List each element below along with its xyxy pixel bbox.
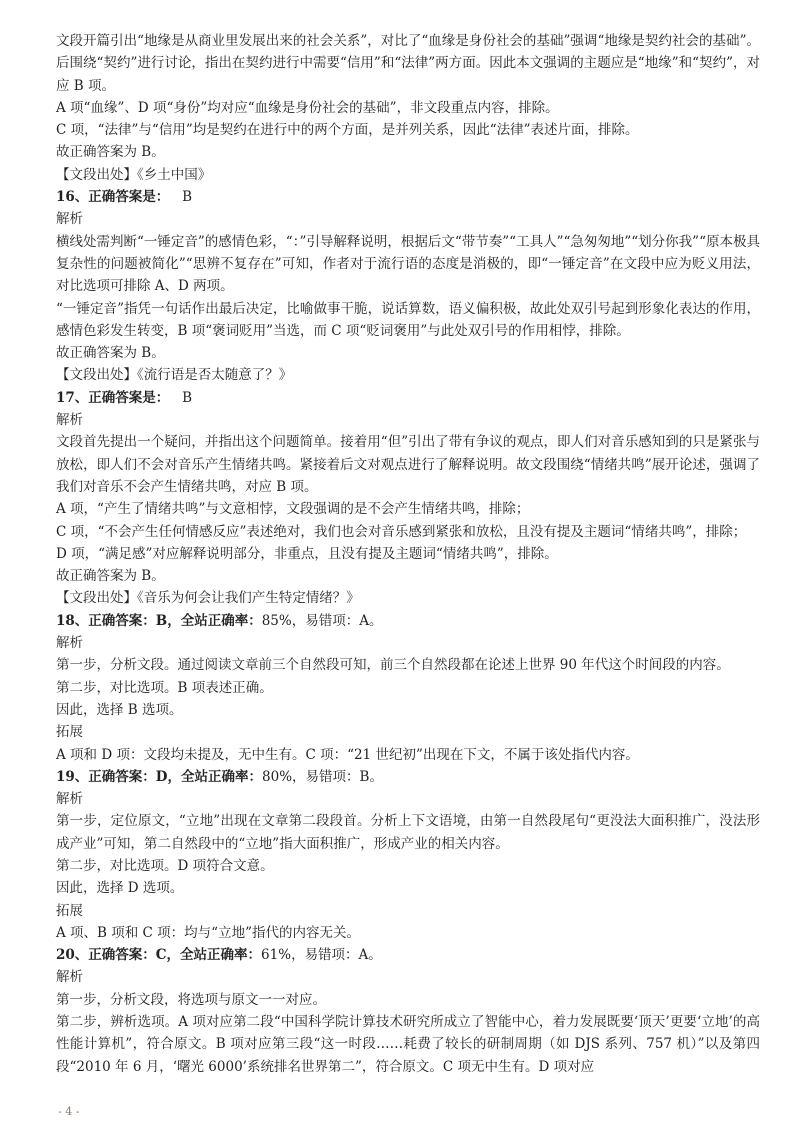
q20-answer-label: 正确答案： bbox=[88, 947, 156, 964]
q17-para-1: 文段首先提出一个疑问，并指出这个问题简单。接着用“但”引出了带有争议的观点，即人们对音乐感知到的只是紧张与放松，即人们不会对音乐产生情绪共鸣。紧接着后文对观点进行了解释说明。故文段围绕“情绪共鸣”展开论述，强调了我们对音乐不会产生情绪共鸣，对应 B 项。 bbox=[56, 434, 760, 495]
q16-answer-line bbox=[56, 186, 760, 208]
q17-para-2: A 项，“产生了情绪共鸣”与文意相悖，文段强调的是不会产生情绪共鸣，排除； bbox=[56, 501, 530, 518]
q19-number: 19、 bbox=[56, 768, 89, 785]
q17-para-3: C 项，“不会产生任何情感反应”表述绝对，我们也会对音乐感到紧张和放松，且没有提及主题词“情绪共鸣”，排除； bbox=[56, 523, 747, 540]
q19-conclusion: 因此，选择 D 选项。 bbox=[56, 880, 184, 897]
q19-rate-value: 80% bbox=[262, 768, 293, 785]
q18-extend-label: 拓展 bbox=[56, 724, 83, 741]
q17-answer-value: B bbox=[182, 389, 193, 406]
q16-source: 【文段出处】《流行语是否太随意了？》 bbox=[56, 367, 293, 384]
q17-analysis-label: 解析 bbox=[56, 412, 83, 429]
q16-para-2: “一锤定音”指凭一句话作出最后决定，比喻做事干脆，说话算数，语义偏积极，故此处双引号起到形象化表达的作用，感情色彩发生转变，B 项“褒词贬用”当选，而 C 项“贬词褒用”与此处双引号的作用相悖，排除。 bbox=[56, 300, 760, 339]
q17-para-4: D 项，“满足感”对应解释说明部分，非重点，且没有提及主题词“情绪共鸣”，排除。 bbox=[56, 545, 558, 562]
q15-source: 【文段出处】《乡土中国》 bbox=[56, 166, 212, 183]
q19-answer-line: 19、正确答案：D，全站正确率：80%，易错项：B。 bbox=[56, 768, 383, 785]
q20-answer-value: C bbox=[155, 947, 167, 964]
q18-conclusion: 因此，选择 B 选项。 bbox=[56, 701, 183, 718]
q18-number: 18、 bbox=[56, 612, 89, 629]
q17-conclusion: 故正确答案为 B。 bbox=[56, 568, 165, 585]
q19-answer-value: D bbox=[155, 768, 168, 785]
q19-rate-label: 全站正确率： bbox=[181, 768, 263, 785]
q18-answer-value: B bbox=[155, 612, 168, 629]
document-body bbox=[56, 30, 760, 1078]
q20-step-2: 第二步，辨析选项。A 项对应第二段“中国科学院计算技术研究所成立了智能中心，着力发展既要‘顶天’更要‘立地’的高性能计算机”，符合原文。B 项对应第三段“这一时段……耗费了较长的研制周期（如 DJS 系列、757 机）”以及第四段“2010 年 6 月，‘曙光 6000’系统排名世界第二”，符合原文。C 项无中生有。D 项对应 bbox=[56, 1014, 760, 1075]
q19-step-1: 第一步，定位原文，“立地”出现在文章第二段段首。分析上下文语境，由第一自然段尾句“更没法大面积推广，没法形成产业”可知，第二自然段中的“立地”指大面积推广，形成产业的相关内容。 bbox=[56, 813, 760, 852]
q15-conclusion: 故正确答案为 B。 bbox=[56, 144, 165, 161]
q18-analysis-label: 解析 bbox=[56, 635, 83, 652]
q16-analysis-label: 解析 bbox=[56, 211, 83, 228]
q18-step-1: 第一步，分析文段。通过阅读文章前三个自然段可知，前三个自然段都在论述上世界 90 年代这个时间段的内容。 bbox=[56, 657, 730, 674]
page-number: - 4 - bbox=[58, 1105, 80, 1118]
q16-conclusion: 故正确答案为 B。 bbox=[56, 345, 165, 362]
q18-rate-value: 85% bbox=[261, 612, 292, 629]
q18-extend: A 项和 D 项：文段均未提及，无中生有。C 项：“21 世纪初”出现在下文，不属于该处指代内容。 bbox=[56, 746, 639, 763]
q16-answer-value: B bbox=[182, 189, 193, 206]
q20-rate-value: 61% bbox=[261, 947, 292, 964]
q20-answer-line: 20、正确答案：C，全站正确率：61%，易错项：A。 bbox=[56, 947, 382, 964]
q15-para-2: A 项“血缘”、D 项“身份”均对应“血缘是身份社会的基础”，非文段重点内容，排除。 bbox=[56, 99, 559, 116]
q17-answer-label: 正确答案是： bbox=[88, 389, 170, 406]
q20-error-item: 易错项：A。 bbox=[304, 947, 382, 964]
q20-number: 20、 bbox=[56, 947, 89, 964]
q17-number: 17、 bbox=[56, 389, 89, 406]
q20-analysis-label: 解析 bbox=[56, 969, 83, 986]
q19-answer-label: 正确答案： bbox=[88, 768, 156, 785]
q18-error-item: 易错项：A。 bbox=[305, 612, 383, 629]
q18-step-2: 第二步，对比选项。B 项表述正确。 bbox=[56, 679, 273, 696]
q18-rate-label: 全站正确率： bbox=[180, 612, 262, 629]
q19-analysis-label: 解析 bbox=[56, 791, 83, 808]
q16-para-1: 横线处需判断“一锤定音”的感情色彩，“：”引导解释说明，根据后文“带节奏”“工具人”“急匆匆地”“划分你我”“原本极具复杂性的问题被简化”“思辨不复存在”可知，作者对于流行语的态度是消极的，即“一锤定音”在文段中应为贬义用法，对比选项可排除 A、D 两项。 bbox=[56, 233, 760, 295]
q16-answer-label: 正确答案是： bbox=[88, 189, 170, 206]
q20-step-1: 第一步，分析文段，将选项与原文一一对应。 bbox=[56, 991, 326, 1008]
q17-answer-line bbox=[56, 387, 760, 409]
q15-para-3: C 项，“法律”与“信用”均是契约在进行中的两个方面，是并列关系，因此“法律”表述片面，排除。 bbox=[56, 122, 639, 139]
q15-para-1: 文段开篇引出“地缘是从商业里发展出来的社会关系”，对比了“血缘是身份社会的基础”强调“地缘是契约社会的基础”。后围绕“契约”进行讨论，指出在契约进行中需要“信用”和“法律”两方面。因此本文强调的主题应是“地缘”和“契约”，对应 B 项。 bbox=[56, 33, 760, 94]
q16-number: 16、 bbox=[56, 189, 89, 206]
q18-answer-line: 18、正确答案：B，全站正确率：85%，易错项：A。 bbox=[56, 612, 383, 629]
q19-step-2: 第二步，对比选项。D 项符合文意。 bbox=[56, 857, 274, 874]
q18-answer-label: 正确答案： bbox=[88, 612, 156, 629]
q20-rate-label: 全站正确率： bbox=[180, 947, 262, 964]
q19-error-item: 易错项：B。 bbox=[305, 768, 383, 785]
q17-source: 【文段出处】《音乐为何会让我们产生特定情绪？》 bbox=[56, 590, 360, 607]
q19-extend: A 项、B 项和 C 项：均与“立地”指代的内容无关。 bbox=[56, 924, 360, 941]
q19-extend-label: 拓展 bbox=[56, 902, 83, 919]
